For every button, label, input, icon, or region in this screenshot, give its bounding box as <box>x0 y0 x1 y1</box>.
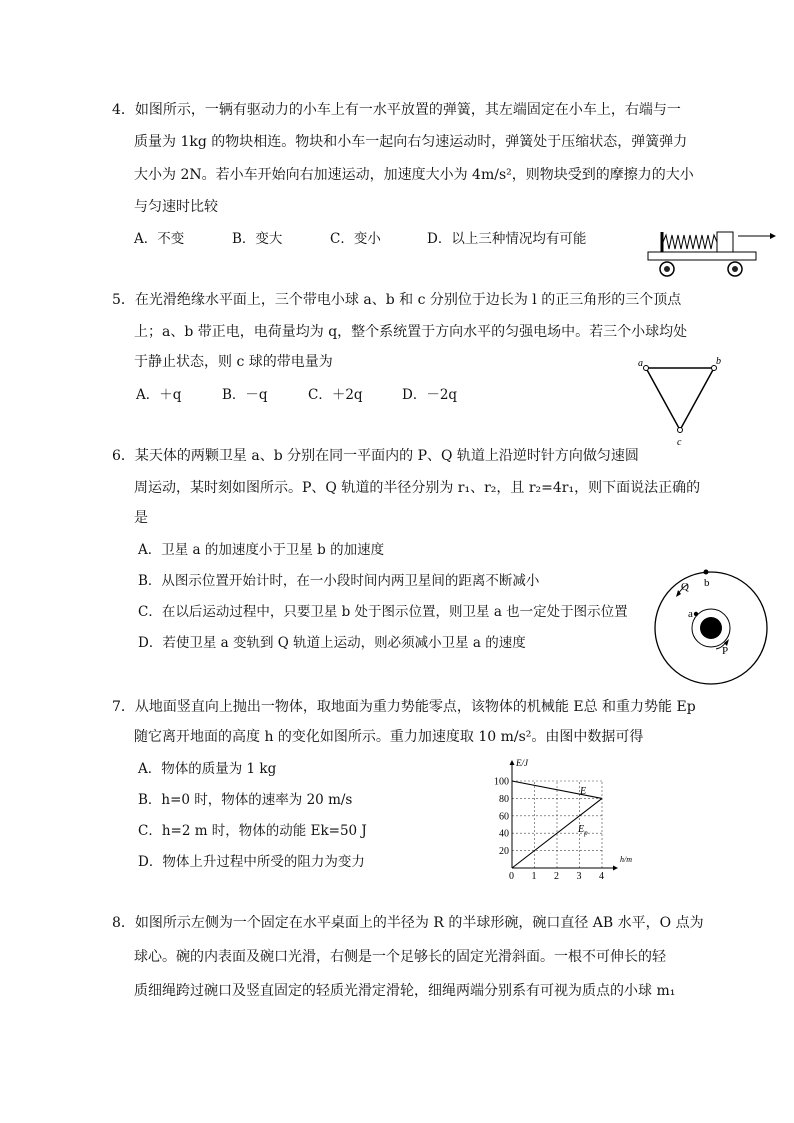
q8-line-2: 球心。碗的内表面及碗口光滑，右侧是一个足够长的固定光滑斜面。一根不可伸长的轻 <box>134 949 666 965</box>
x-axis-label: h/m <box>620 855 632 864</box>
q6-line-3: 是 <box>134 510 148 526</box>
y-tick-label: 20 <box>499 846 509 858</box>
q4-option-d: D．以上三种情况均有可能 <box>427 231 587 247</box>
q5-line-1: 5．在光滑绝缘水平面上，三个带电小球 a、b 和 c 分别位于边长为 l 的正三角形的三个顶点 <box>112 292 682 308</box>
q4-line-3: 大小为 2N。若小车开始向右加速运动，加速度大小为 4m/s²，则物块受到的摩擦力的大小 <box>134 167 694 183</box>
q7-option-c: C．h=2 m 时，物体的动能 Ek=50 J <box>138 823 367 839</box>
q4-line-1: 4．如图所示，一辆有驱动力的小车上有一水平放置的弹簧，其左端固定在小车上，右端与一 <box>112 102 681 118</box>
x-tick-label: 0 <box>509 871 514 882</box>
series-label-e-total: E <box>580 786 587 797</box>
series-label-ep: $E_p$ <box>578 824 588 837</box>
q6-orbit-figure <box>648 560 774 686</box>
q4-line-2: 质量为 1kg 的物块相连。物块和小车一起向右匀速运动时，弹簧处于压缩状态，弹簧弹力 <box>134 134 688 150</box>
q6-label-a: a <box>688 608 693 620</box>
y-axis-arrow <box>510 760 515 765</box>
y-tick-label: 40 <box>499 828 509 840</box>
q8-line-3: 质细绳跨过碗口及竖直固定的轻质光滑定滑轮，细绳两端分别系有可视为质点的小球 m₁ <box>134 983 676 999</box>
q5-option-a: A．＋q <box>136 387 182 403</box>
q6-line-2: 周运动，某时刻如图所示。P、Q 轨道的半径分别为 r₁、r₂，且 r₂=4r₁，则下面说法正确的 <box>134 480 701 496</box>
q5-option-c: C．＋2q <box>308 387 363 403</box>
q5-label-c: c <box>677 437 682 448</box>
q6-label-Q: Q <box>681 581 689 593</box>
q5-option-b: B．－q <box>222 387 268 403</box>
q8-line-1: 8．如图所示左侧为一个固定在水平桌面上的半径为 R 的半球形碗，碗口直径 AB 水平，O 点为 <box>112 915 704 931</box>
q6-label-b: b <box>704 577 710 589</box>
q5-triangle-figure <box>636 352 732 450</box>
x-tick-label: 2 <box>554 871 559 882</box>
q5-label-a: a <box>638 358 643 369</box>
q5-label-b: b <box>716 356 721 367</box>
q7-line-1: 7．从地面竖直向上抛出一物体，取地面为重力势能零点，该物体的机械能 E总 和重力势能 Ep <box>112 699 696 715</box>
q6-label-P: P <box>722 645 729 657</box>
q4-line-4: 与匀速时比较 <box>134 199 218 215</box>
y-tick-label: 80 <box>499 793 509 805</box>
x-tick-label: 4 <box>599 871 604 882</box>
q6-option-a: A．卫星 a 的加速度小于卫星 b 的加速度 <box>138 542 385 558</box>
q6-option-d: D．若使卫星 a 变轨到 Q 轨道上运动，则必须减小卫星 a 的速度 <box>138 635 526 651</box>
q7-energy-chart <box>492 758 642 882</box>
y-axis-label: E/J <box>516 758 528 768</box>
q4-option-c: C．变小 <box>330 231 381 247</box>
x-tick-label: 1 <box>531 871 537 882</box>
x-tick-label: 3 <box>576 871 582 882</box>
q7-option-b: B．h=0 时，物体的速率为 20 m/s <box>138 792 353 808</box>
q6-option-b: B．从图示位置开始计时，在一小段时间内两卫星间的距离不断减小 <box>138 573 540 589</box>
y-tick-label: 60 <box>499 811 509 823</box>
q7-option-d: D．物体上升过程中所受的阻力为变力 <box>138 854 365 870</box>
q4-option-b: B．变大 <box>232 231 283 247</box>
x-axis-arrow <box>613 866 618 871</box>
q4-option-a: A．不变 <box>134 231 185 247</box>
q5-option-d: D．－2q <box>402 387 458 403</box>
q5-line-2: 上；a、b 带正电，电荷量均为 q，整个系统置于方向水平的匀强电场中。若三个小球均处 <box>134 324 688 340</box>
q7-option-a: A．物体的质量为 1 kg <box>138 761 277 777</box>
q4-cart-figure <box>640 222 780 280</box>
q6-line-1: 6．某天体的两颗卫星 a、b 分别在同一平面内的 P、Q 轨道上沿逆时针方向做匀速圆 <box>112 448 639 464</box>
y-tick-label: 100 <box>494 776 509 788</box>
q7-line-2: 随它离开地面的高度 h 的变化如图所示。重力加速度取 10 m/s²。由图中数据可得 <box>134 729 644 745</box>
q6-option-c: C．在以后运动过程中，只要卫星 b 处于图示位置，则卫星 a 也一定处于图示位置 <box>138 604 628 620</box>
q5-line-3: 于静止状态，则 c 球的带电量为 <box>134 354 333 370</box>
